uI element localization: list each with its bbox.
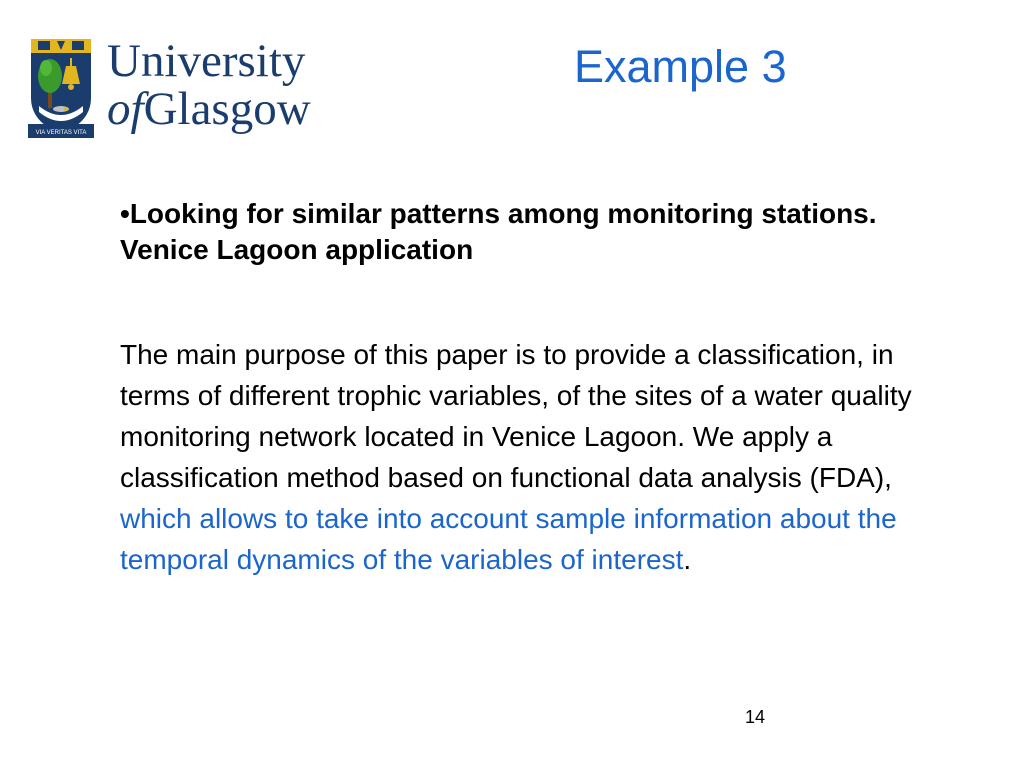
slide-title: Example 3 [574,41,787,92]
motto-ribbon [28,124,94,138]
bullet-text: Looking for similar patterns among monitoring stations. Venice Lagoon application [120,198,877,265]
bullet-point [120,196,920,268]
body-text-plain: The main purpose of this paper is to provide a classification, in terms of different trophic variables, of the sites of a water quality monitoring network located in Venice Lagoon. We apply a classification method based on functional data analysis (FDA), [120,339,912,493]
logo-wordmark-glasgow [107,83,311,135]
university-crest-icon [28,36,94,138]
body-paragraph [120,334,950,580]
bullet-marker: • [120,198,130,229]
body-text-highlight: which allows to take into account sample information about the temporal dynamics of the variables of interest [120,503,897,575]
motto-text: VIA VERITAS VITA [35,130,87,136]
logo-wordmark-of: of [107,83,144,135]
logo-wordmark-university: University [107,35,306,87]
body-text-end: . [683,544,692,575]
university-logo [28,36,353,138]
logo-wordmark-glasgow-text: Glasgow [143,83,311,135]
page-number: 14 [745,707,766,727]
